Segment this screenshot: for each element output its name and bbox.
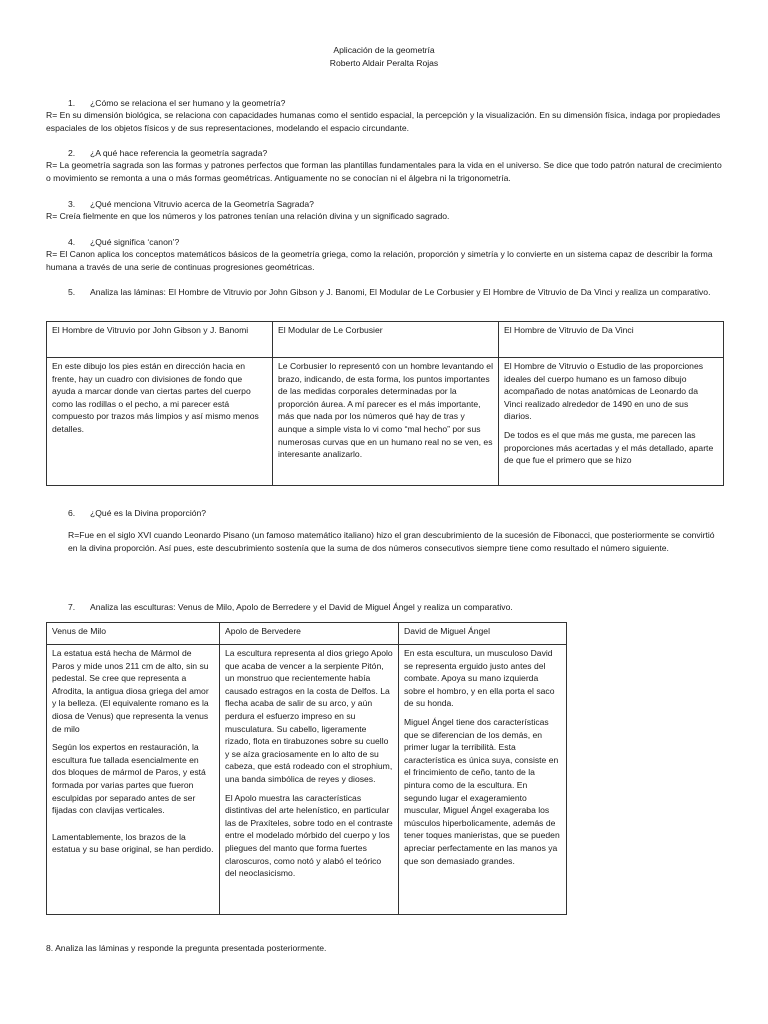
question-1 — [68, 97, 728, 110]
question-6 — [68, 507, 728, 520]
question-text: ¿Qué menciona Vitruvio acerca de la Geometría Sagrada? — [90, 199, 314, 209]
question-number: 3. — [68, 199, 76, 209]
question-number: 2. — [68, 148, 76, 158]
question-number: 7. — [68, 602, 76, 612]
cell-paragraph: Lamentablemente, los brazos de la estatua y su base original, se han perdido. — [52, 831, 214, 855]
table-header-row — [47, 623, 567, 645]
question-text: ¿A qué hace referencia la geometría sagrada? — [90, 148, 268, 158]
table-cell-apolo — [220, 645, 399, 915]
answer-3: R= Creía fielmente en que los números y los patrones tenían una relación divina y un significado sagrado. — [46, 211, 450, 221]
table-header-row — [47, 322, 724, 358]
question-2 — [68, 147, 728, 160]
question-text: ¿Qué es la Divina proporción? — [90, 508, 207, 518]
answer-2: R= La geometría sagrada son las formas y patrones perfectos que forman las plantillas fundamentales para la vida en el universo. Se dice que todo patrón natural de crecimiento o movimiento se remonta a una o más formas geométricas. Antiguamente no se conocían ni el álgebra ni la trigonometría. — [46, 160, 722, 183]
table-header-cell: El Hombre de Vitruvio de Da Vinci — [499, 322, 724, 358]
table-header-cell: El Hombre de Vitruvio por John Gibson y J. Banomi — [47, 322, 273, 358]
document-author: Roberto Aldair Peralta Rojas — [329, 58, 439, 68]
table-header-cell: El Modular de Le Corbusier — [273, 322, 499, 358]
table-cell-venus — [47, 645, 220, 915]
question-4 — [68, 236, 728, 249]
question-text: ¿Qué significa ‘canon’? — [90, 237, 180, 247]
cell-paragraph: Miguel Ángel tiene dos características que se diferencian de los demás, en primer lugar la terribilità. Esta característica es única suya, consiste en el frincimiento de ceño, tanto de la pintura como de la escultura. En segundo lugar el exageramiento muscular, Miguel Ángel exageraba los músculos hiperbolicamente, además de tener toques manieristas, que se pueden apreciar perfectamente en las manos ya que son demasiado grandes. — [404, 716, 560, 866]
table-header-cell: Venus de Milo — [47, 623, 220, 645]
question-7 — [68, 601, 728, 614]
answer-6: R=Fue en el siglo XVI cuando Leonardo Pisano (un famoso matemático italiano) hizo el gran descubrimiento de la sucesión de Fibonacci, que posteriormente se convirtió en la divina proporción. Así pues, este descubrimiento sostenía que la suma de dos números consecutivos siempre tiene como resultado el número siguiente. — [68, 530, 715, 553]
question-text: Analiza las esculturas: Venus de Milo, Apolo de Berredere y el David de Miguel Ángel y realiza un comparativo. — [90, 602, 513, 612]
table-row — [47, 358, 724, 486]
cell-paragraph: En esta escultura, un musculoso David se representa erguido justo antes del combate. Apoya su mano izquierda sobre el hombro, y en ella porta el saco de su honda. — [404, 648, 555, 709]
question-8: 8. Analiza las láminas y responde la pregunta presentada posteriormente. — [46, 943, 327, 953]
answer-4: R= El Canon aplica los conceptos matemáticos básicos de la geometría griega, como la relación, proporción y simetría y lo convierte en un sistema capaz de describir la forma humana a través de una serie de continuas progresiones geométricas. — [46, 249, 713, 272]
cell-paragraph: Le Corbusier lo representó con un hombre levantando el brazo, indicando, de esta forma, los puntos importantes de las medidas corporales determinadas por la proporción áurea. A mí parecer es el más importante, más que nada por los números qué hay de tras y aunque a simple vista lo vi como “mal hecho” por sus numerosas curvas que en un humano real no se ven, es interesante analizarlo. — [278, 361, 493, 460]
sculpture-comparison-table — [46, 622, 567, 915]
cell-paragraph: La escultura representa al dios griego Apolo que acaba de vencer a la serpiente Pitón, un monstruo que recientemente había causado estragos en la costa de Delfos. La flecha acaba de salir de su arco, y aún perdura el esfuerzo impreso en su musculatura. Su cabello, ligeramente rizado, flota en tirabuzones sobre su cuello y se aíza graciosamente en lo alto de su cabeza, que está rodeado con el strophium, una banda simbólica de reyes y dioses. — [225, 648, 393, 784]
table-cell-gibson — [47, 358, 273, 486]
vitruvian-comparison-table — [46, 321, 724, 486]
cell-paragraph: El Apolo muestra las características distintivas del arte helenístico, en particular las de Praxíteles, sobre todo en el contraste entre el modelado mórbido del cuerpo y los pliegues del manto que forma fuertes claroscuros, como notó y alabó el teórico del neoclasicismo. — [225, 792, 393, 879]
document-header — [0, 44, 768, 70]
cell-paragraph: Según los expertos en restauración, la escultura fue tallada esencialmente en dos bloques de mármol de Paros, y está formada por varias partes que fueron esculpidas por separado antes de ser fijadas con clavijas verticales. — [52, 742, 206, 816]
document-title: Aplicación de la geometría — [333, 45, 435, 55]
question-3 — [68, 198, 728, 211]
table-cell-david — [399, 645, 567, 915]
question-number: 6. — [68, 508, 76, 518]
question-number: 1. — [68, 98, 76, 108]
table-row — [47, 645, 567, 915]
table-header-cell: Apolo de Bervedere — [220, 623, 399, 645]
table-cell-corbusier — [273, 358, 499, 486]
question-text: ¿Cómo se relaciona el ser humano y la geometría? — [90, 98, 286, 108]
table-header-cell: David de Miguel Ángel — [399, 623, 567, 645]
cell-paragraph: La estatua está hecha de Mármol de Paros y mide unos 211 cm de alto, sin su pedestal. Se cree que representa a Afrodita, la antigua diosa griega del amor y la belleza. (El equivalente romano es la diosa de Venus) que representa la venus de milo — [52, 648, 209, 734]
cell-paragraph: El Hombre de Vitruvio o Estudio de las proporciones ideales del cuerpo humano es un famoso dibujo acompañado de notas anatómicas de Leonardo da Vinci realizado alrededor de 1490 en uno de sus diarios. — [504, 361, 704, 422]
cell-paragraph: En este dibujo los pies están en dirección hacia en frente, hay un cuadro con divisiones de fondo que ayuda a marcar donde van ciertas partes del cuerpo como las rodillas o el pecho, a mi parecer está compuesto por trazos más limpios y así mismo menos detalles. — [52, 361, 259, 434]
question-number: 4. — [68, 237, 76, 247]
table-cell-davinci — [499, 358, 724, 486]
question-number: 5. — [68, 287, 76, 297]
question-5 — [68, 286, 728, 299]
cell-paragraph: De todos es el que más me gusta, me parecen las proporciones más acertadas y el más detallado, aparte de que fue el primero que se hizo — [504, 429, 714, 466]
question-text: Analiza las láminas: El Hombre de Vitruvio por John Gibson y J. Banomi, El Modular de Le Corbusier y El Hombre de Vitruvio de Da Vinci y realiza un comparativo. — [90, 287, 711, 297]
answer-1: R= En su dimensión biológica, se relaciona con capacidades humanas como el sentido espacial, la percepción y la visualización. En su dimensión física, indaga por propiedades espaciales de los objetos físicos y de sus representaciones, modelando el espacio circundante. — [46, 110, 721, 133]
